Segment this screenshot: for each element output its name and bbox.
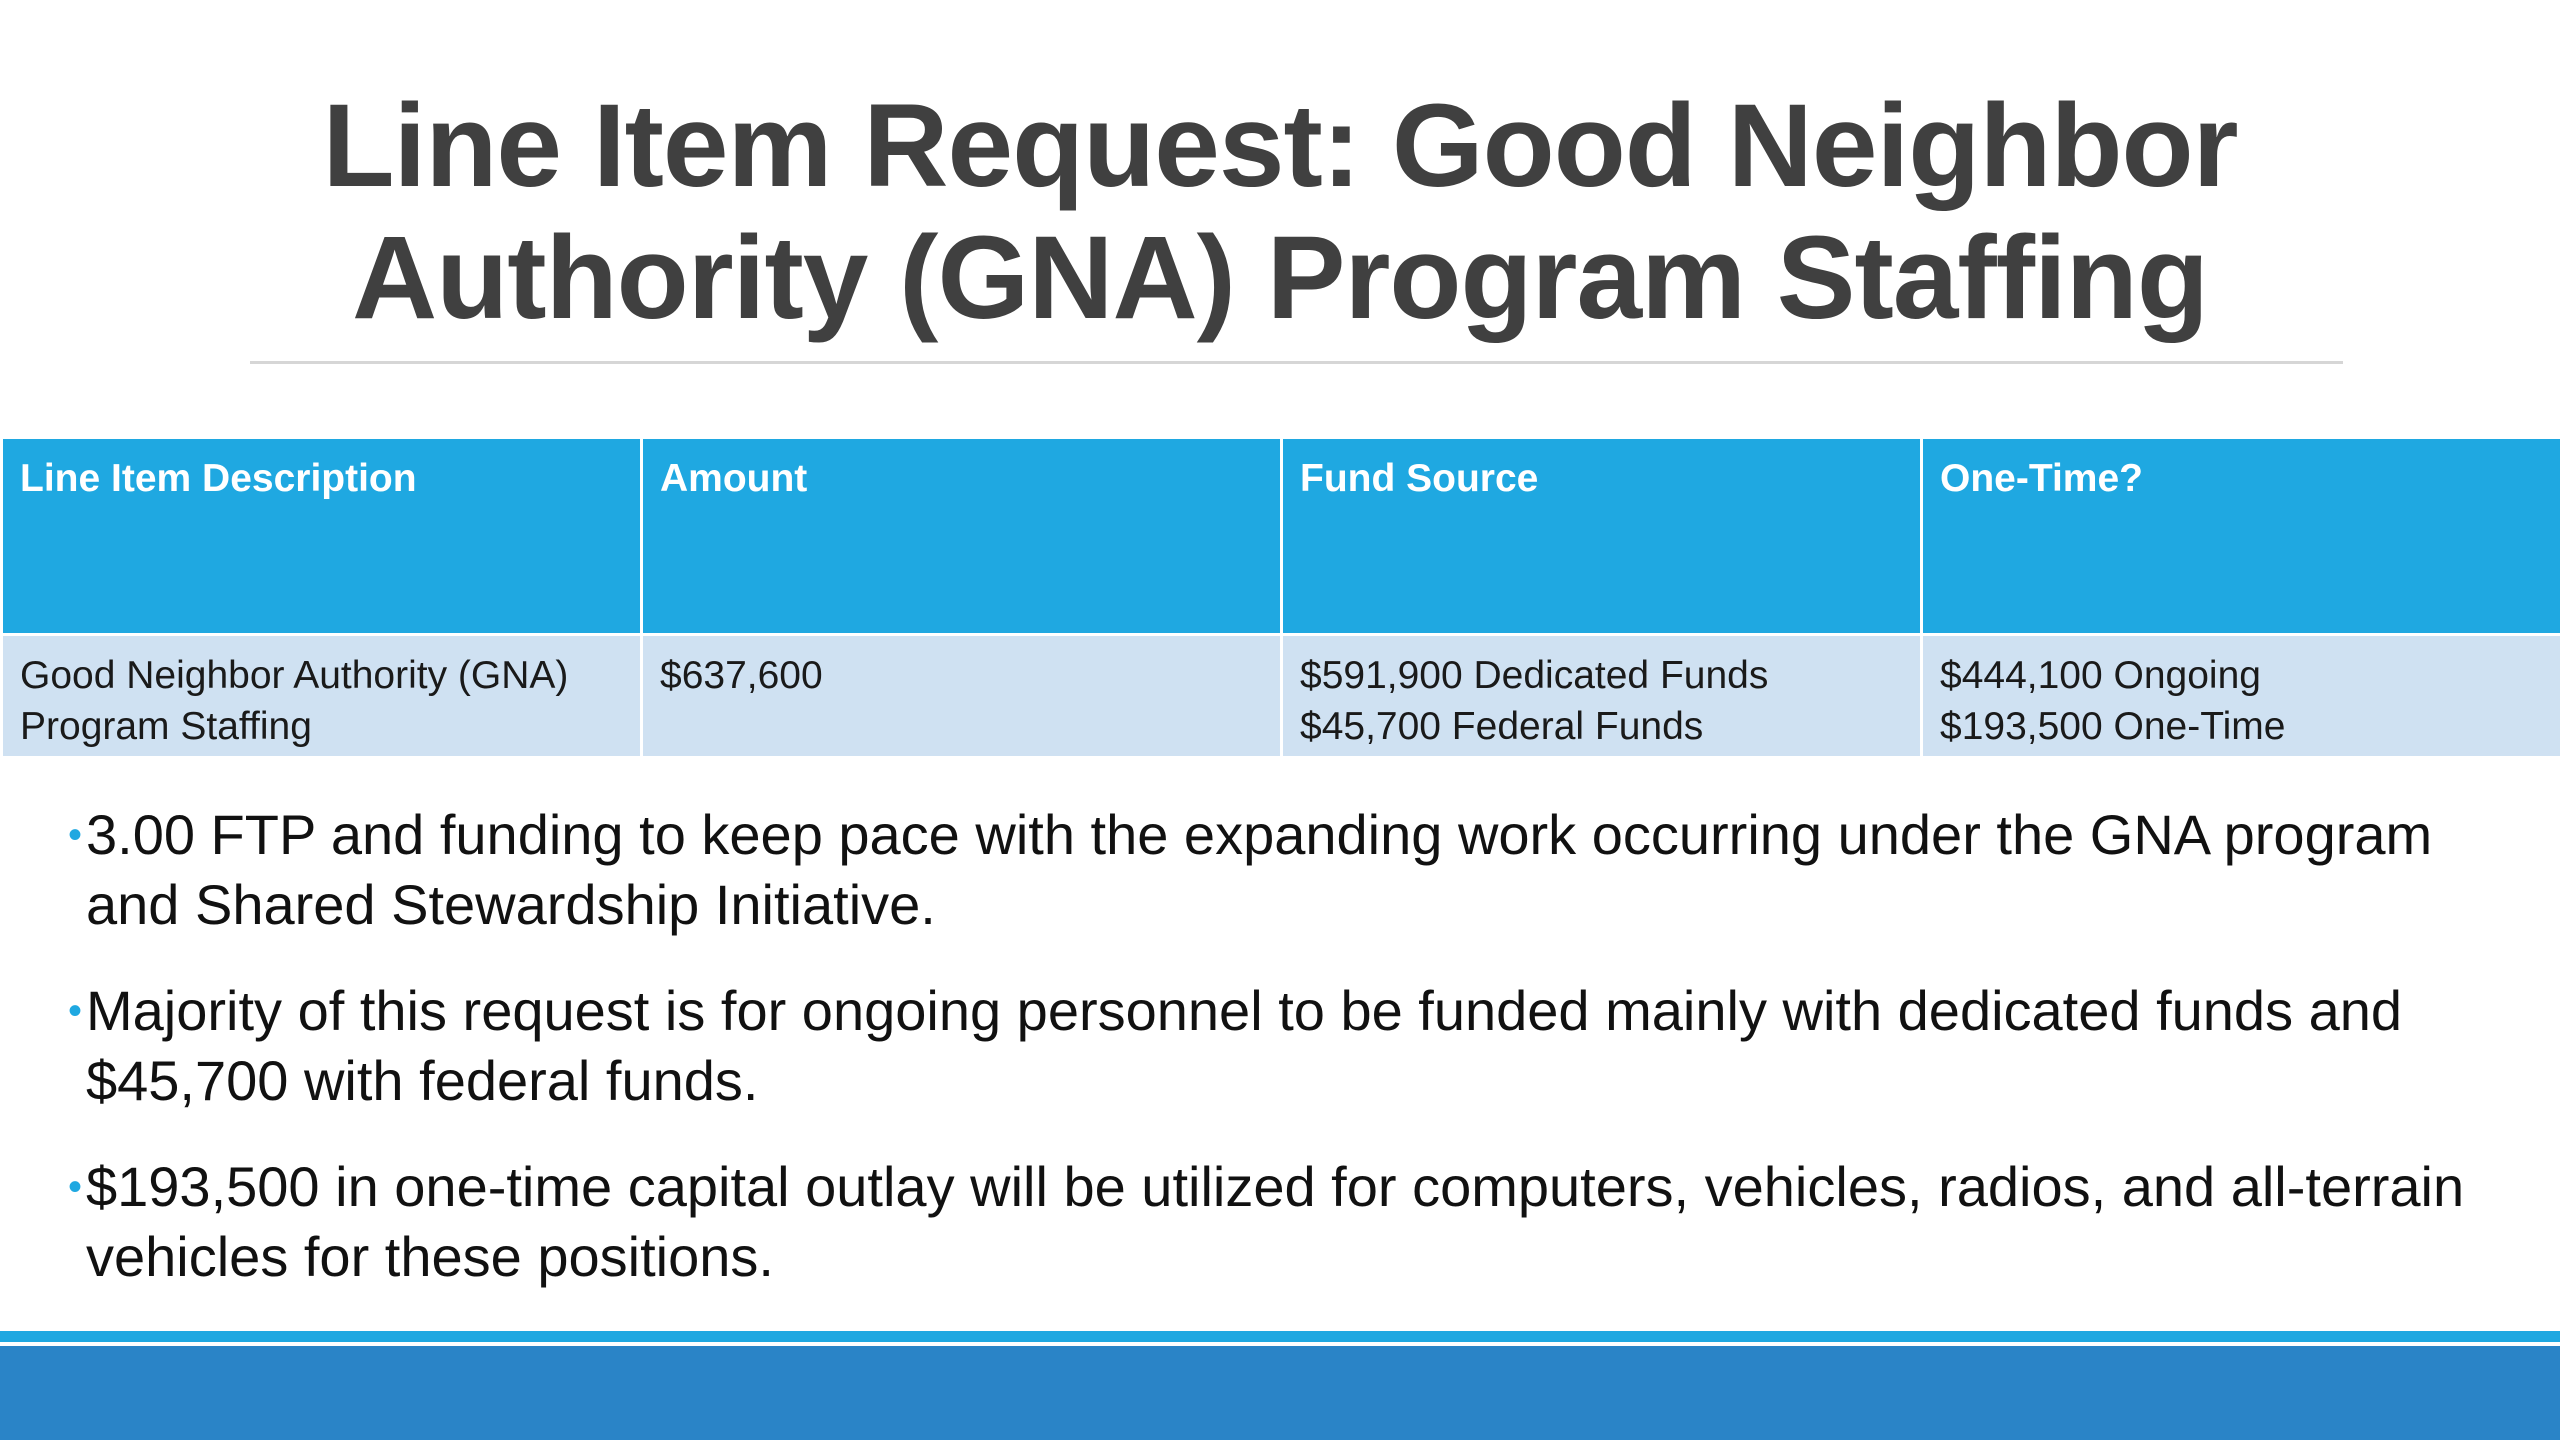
bullet-dot-icon: •	[68, 1165, 83, 1209]
footer-bar	[0, 1346, 2560, 1440]
cell-description-line-2: Program Staffing	[20, 705, 312, 748]
bullet-list	[66, 800, 2496, 1328]
title-divider	[250, 361, 2343, 364]
cell-amount-value: $637,600	[660, 654, 823, 697]
slide-title-line-2: Authority (GNA) Program Staffing	[352, 212, 2208, 344]
header-one-time: One-Time?	[1922, 438, 2560, 635]
cell-one-time-line-1: $444,100 Ongoing	[1940, 654, 2261, 697]
bullet-dot-icon: •	[68, 989, 83, 1033]
cell-fund-source-line-1: $591,900 Dedicated Funds	[1300, 654, 1769, 697]
cell-description-line-1: Good Neighbor Authority (GNA)	[20, 654, 569, 697]
bullet-text: 3.00 FTP and funding to keep pace with the expanding work occurring under the GNA program and Shared Stewardship Initiative.	[86, 803, 2433, 936]
header-fund-source: Fund Source	[1282, 438, 1922, 635]
bullet-text: Majority of this request is for ongoing personnel to be funded mainly with dedicated funds and $45,700 with federal funds.	[86, 979, 2403, 1112]
header-amount: Amount	[642, 438, 1282, 635]
cell-description	[2, 635, 642, 758]
table-header-row	[2, 438, 2560, 635]
header-line-item-description: Line Item Description	[2, 438, 642, 635]
list-item	[66, 800, 2496, 940]
table-row	[2, 635, 2560, 758]
cell-one-time-line-2: $193,500 One-Time	[1940, 705, 2286, 748]
bullet-text: $193,500 in one-time capital outlay will be utilized for computers, vehicles, radios, and all-terrain vehicles for these positions.	[86, 1155, 2465, 1288]
cell-fund-source-line-2: $45,700 Federal Funds	[1300, 705, 1704, 748]
cell-one-time	[1922, 635, 2560, 758]
footer-accent-line	[0, 1331, 2560, 1342]
cell-fund-source	[1282, 635, 1922, 758]
bullet-dot-icon: •	[68, 813, 83, 857]
cell-amount	[642, 635, 1282, 758]
list-item	[66, 1152, 2496, 1292]
line-item-table	[0, 436, 2560, 759]
slide-title	[0, 80, 2560, 344]
list-item	[66, 976, 2496, 1116]
slide-title-line-1: Line Item Request: Good Neighbor	[322, 80, 2238, 212]
